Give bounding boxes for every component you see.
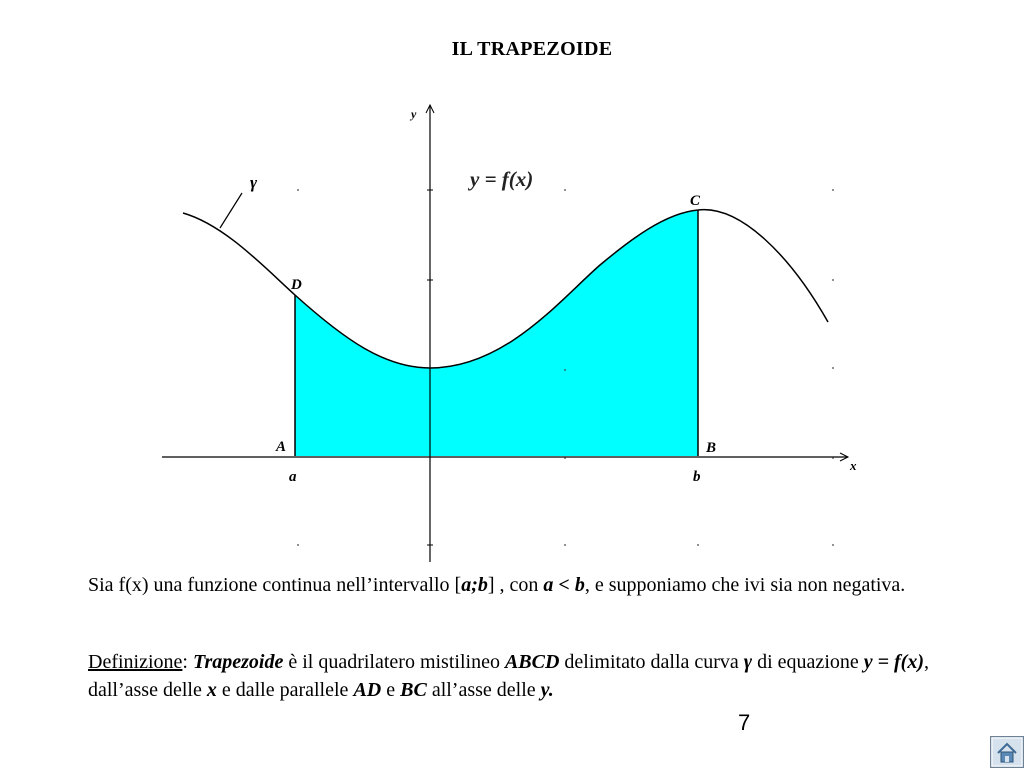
term-y: y. [540, 679, 554, 701]
definition-text: e [381, 679, 401, 701]
gamma-pointer [220, 193, 242, 228]
definition-text: , dall’asse delle [88, 651, 930, 701]
intro-paragraph [88, 571, 973, 599]
definition-text: delimitato dalla curva [559, 651, 744, 673]
term-equation: y = f(x) [863, 651, 925, 673]
condition-a-less-b: a < b [543, 574, 585, 596]
tick-a-label: a [289, 469, 297, 485]
interval-ab: a;b [461, 574, 488, 596]
slide-title: IL TRAPEZOIDE [451, 38, 613, 60]
point-b-label: B [706, 440, 717, 456]
intro-text: , e supponiamo che ivi sia non negativa. [584, 574, 906, 596]
y-axis-label: y [411, 107, 417, 121]
term-x: x [206, 679, 217, 701]
point-d-label: D [291, 277, 302, 293]
term-bc: BC [400, 679, 427, 701]
page-number: 7 [738, 710, 751, 735]
definition-text: e dalle parallele [216, 679, 354, 701]
x-axis-label: x [850, 458, 857, 473]
definition-text: : [182, 651, 193, 673]
definition-heading: Definizione [88, 651, 183, 673]
definition-text: all’asse delle [426, 679, 541, 701]
definition-text: di equazione [752, 651, 864, 673]
home-icon [990, 736, 1024, 768]
intro-text: ] , con [487, 574, 544, 596]
trapezoid-area [295, 210, 698, 456]
term-abcd: ABCD [504, 651, 560, 673]
term-gamma: γ [743, 651, 753, 673]
definition-text: è il quadrilatero mistilineo [283, 651, 505, 673]
curve-gamma [183, 210, 828, 368]
term-ad: AD [353, 679, 382, 701]
point-c-label: C [690, 193, 701, 209]
point-a-label: A [276, 439, 287, 455]
gamma-label: γ [250, 173, 258, 192]
equation-label: y = f(x) [470, 167, 534, 191]
home-button[interactable] [990, 736, 1024, 768]
intro-text: Sia f(x) una funzione continua nell’intervallo [ [88, 574, 462, 596]
term-trapezoide: Trapezoide [192, 651, 284, 673]
tick-b-label: b [693, 469, 701, 485]
definition-paragraph [88, 648, 973, 704]
